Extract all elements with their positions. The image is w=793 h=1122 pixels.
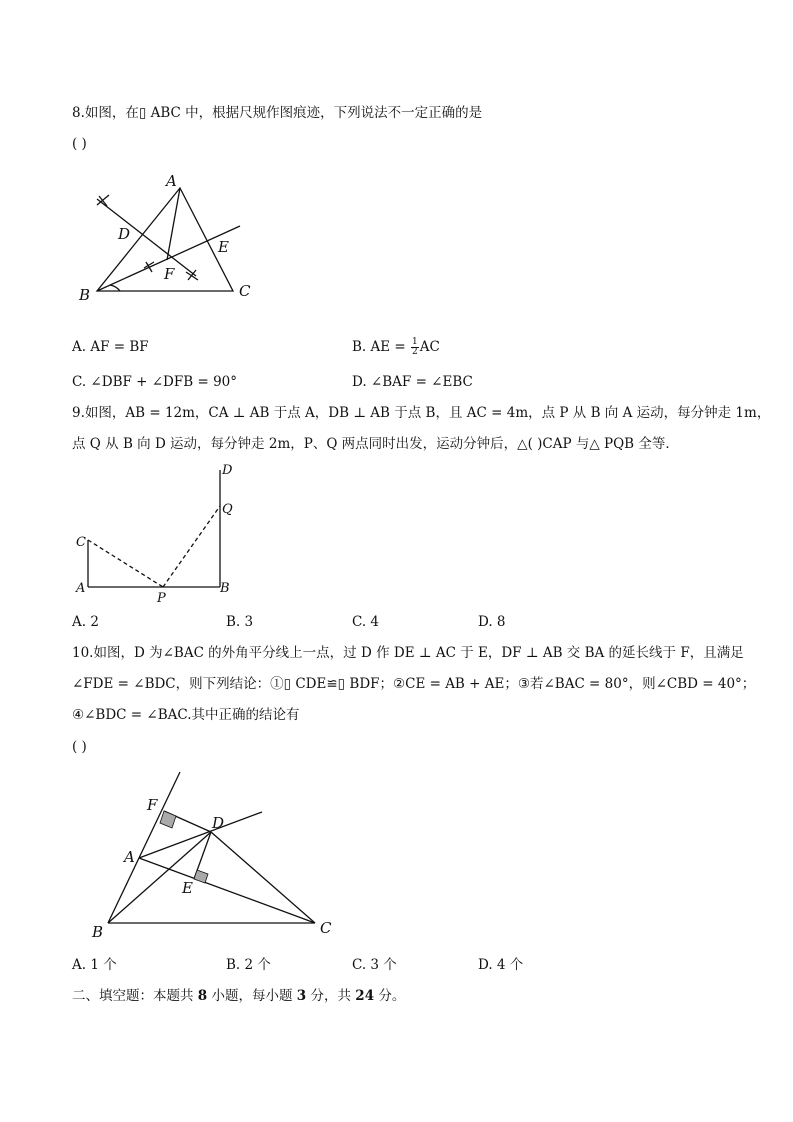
q10-option-c[interactable]: C. 3 个 bbox=[352, 957, 397, 973]
q9-label-q: Q bbox=[222, 502, 233, 517]
q8-option-b-fraction: $\frac{1}{2}$ bbox=[412, 337, 418, 357]
q8-label-d: D bbox=[118, 225, 131, 243]
q9-label-p: P bbox=[157, 591, 166, 606]
q8-label-f: F bbox=[164, 265, 175, 283]
q8-label-b: B bbox=[79, 286, 91, 304]
q8-stem: 8.如图，在▯ ABC 中，根据尺规作图痕迹，下列说法不一定正确的是 bbox=[72, 105, 483, 121]
q10-right-angle-f bbox=[160, 811, 176, 828]
q10-label-d: D bbox=[212, 814, 225, 832]
q9-label-c: C bbox=[76, 535, 86, 550]
q10-option-a[interactable]: A. 1 个 bbox=[72, 957, 117, 973]
q9-option-a[interactable]: A. 2 bbox=[72, 614, 99, 630]
q8-option-a[interactable]: A. AF = BF bbox=[72, 339, 149, 355]
q8-label-a: A bbox=[166, 172, 177, 190]
q10-label-f: F bbox=[147, 796, 158, 814]
q10-label-c: C bbox=[320, 919, 332, 937]
q9-label-d: D bbox=[222, 463, 233, 478]
q10-segment-cd bbox=[211, 832, 315, 923]
q10-stem-line-3: ④∠BDC = ∠BAC.其中正确的结论有 bbox=[72, 707, 300, 723]
q8-option-d[interactable]: D. ∠BAF = ∠EBC bbox=[352, 374, 473, 390]
q10-label-b: B bbox=[92, 923, 104, 941]
q10-answer-paren: ( ) bbox=[72, 739, 87, 755]
q8-answer-paren: ( ) bbox=[72, 136, 87, 152]
q9-option-b[interactable]: B. 3 bbox=[226, 614, 254, 630]
q10-option-d[interactable]: D. 4 个 bbox=[478, 957, 524, 973]
q9-label-b: B bbox=[220, 581, 230, 596]
q10-stem-line-2: ∠FDE = ∠BDC，则下列结论：①▯ CDE≌▯ BDF；②CE = AB + AE；③若∠BAC = 80°，则∠CBD = 40°； bbox=[72, 676, 756, 692]
q10-label-e: E bbox=[182, 879, 193, 897]
q10-option-b[interactable]: B. 2 个 bbox=[226, 957, 271, 973]
q9-option-d[interactable]: D. 8 bbox=[478, 614, 506, 630]
q10-line-bf-extended bbox=[108, 772, 180, 923]
q8-label-e: E bbox=[218, 238, 229, 256]
q9-stem-line-2: 点 Q 从 B 向 D 运动，每分钟走 2m，P、Q 两点同时出发，运动分钟后，△( )CAP 与△ PQB 全等． bbox=[72, 436, 679, 452]
q10-stem-line-1: 10.如图，D 为∠BAC 的外角平分线上一点，过 D 作 DE ⊥ AC 于 E，DF ⊥ AB 交 BA 的延长线于 F，且满足 bbox=[72, 645, 744, 661]
q10-label-a: A bbox=[124, 848, 135, 866]
q9-label-a: A bbox=[76, 581, 86, 596]
q10-right-angle-e bbox=[194, 870, 208, 883]
q8-option-b[interactable]: B. AE = $\frac{1}{2}$ AC bbox=[352, 337, 440, 357]
q9-stem-line-1: 9.如图，AB = 12m，CA ⊥ AB 于点 A，DB ⊥ AB 于点 B，且 AC = 4m，点 P 从 B 向 A 运动，每分钟走 1m， bbox=[72, 405, 771, 421]
q8-option-c[interactable]: C. ∠DBF + ∠DFB = 90° bbox=[72, 374, 237, 390]
q9-option-c[interactable]: C. 4 bbox=[352, 614, 380, 630]
q10-segment-ac bbox=[139, 858, 315, 923]
section-2-heading: 二、填空题：本题共 8 小题，每小题 3 分，共 24 分。 bbox=[72, 988, 406, 1004]
q8-label-c: C bbox=[239, 282, 251, 300]
